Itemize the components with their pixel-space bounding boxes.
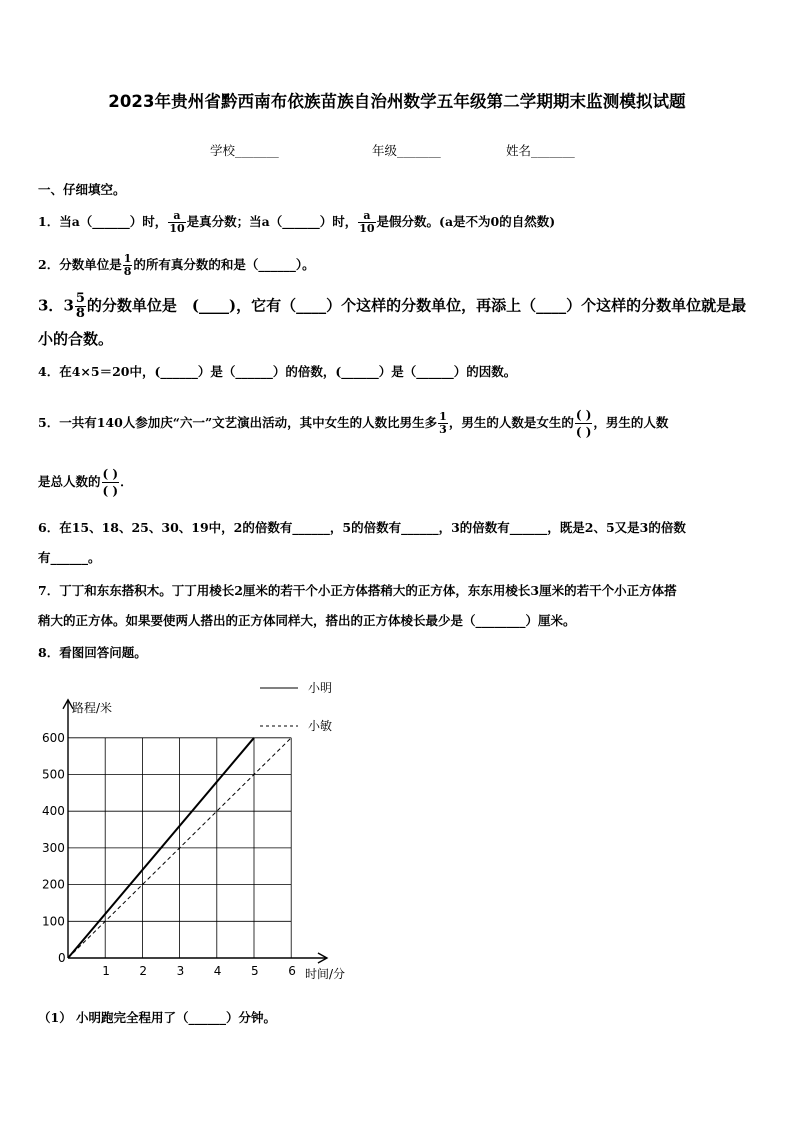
name-field[interactable]: 姓名_______ <box>506 143 575 158</box>
legend-label-2: 小敏 <box>308 719 333 733</box>
question-8-sub1: （1） 小明跑完全程用了（______）分钟。 <box>38 1010 277 1025</box>
section-heading: 一、仔细填空。 <box>38 182 126 197</box>
legend-label-1: 小明 <box>308 681 333 695</box>
question-8: 8．看图回答问题。 <box>38 645 147 660</box>
y-axis-label: 路程/米 <box>72 700 113 715</box>
chart-axes <box>63 700 327 963</box>
fraction-1-over-3 <box>438 411 448 436</box>
question-6: 6．在15、18、25、30、19中，2的倍数有______，5的倍数有______，3的倍数有______，既是2、5又是3的倍数 <box>38 520 686 535</box>
q2-part1: 2．分数单位是 <box>38 257 122 272</box>
q2-part2: 的所有真分数的和是（______）。 <box>133 257 315 272</box>
question-7: 7．丁丁和东东搭积木。丁丁用棱长2厘米的若干个小正方体搭稍大的正方体，东东用棱长3厘米的若干个小正方体搭 <box>38 583 677 598</box>
q1-part1: 1．当a（______）时， <box>38 214 168 229</box>
x-tick-label: 4 <box>213 964 222 978</box>
q5-part5: ． <box>120 474 133 489</box>
y-tick-label: 300 <box>42 840 65 855</box>
q3-part2: 的分数单位是 (____)，它有（____）个这样的分数单位，再添上（____）个这样的分数单位就是最 <box>86 296 747 315</box>
question-5 <box>38 407 764 440</box>
x-axis-label: 时间/分 <box>304 967 346 981</box>
y-tick-label: 500 <box>42 767 65 782</box>
fraction-a-over-10 <box>358 210 375 235</box>
fraction-numerator: ( ) <box>102 467 119 481</box>
fraction-1-over-8 <box>123 253 133 278</box>
answer-fraction-blank[interactable] <box>575 407 593 440</box>
y-tick-label: 100 <box>42 914 65 929</box>
q3-part1: 3． <box>38 296 64 315</box>
q5-part4: 是总人数的 <box>38 474 101 489</box>
y-tick-label: 600 <box>42 730 65 745</box>
grade-field[interactable]: 年级_______ <box>372 143 441 158</box>
x-tick-label: 2 <box>139 964 148 978</box>
question-1 <box>38 210 764 235</box>
fraction-numerator: ( ) <box>575 408 592 422</box>
q5-part3: ，男生的人数 <box>593 415 669 430</box>
origin-label: 0 <box>58 951 66 965</box>
question-6-cont: 有______。 <box>38 550 101 565</box>
fraction-denominator: ( ) <box>575 425 592 439</box>
fraction-a-over-10 <box>168 210 185 235</box>
fraction-numerator: 1 <box>439 410 447 423</box>
fraction-5-over-8 <box>75 292 86 321</box>
x-tick-label: 3 <box>176 964 185 978</box>
question-7-cont: 稍大的正方体。如果要使两人搭出的正方体同样大，搭出的正方体棱长最少是（________）厘米。 <box>38 613 576 628</box>
q1-part3: 是假分数。(a是不为0的自然数) <box>376 214 556 229</box>
y-tick-label: 400 <box>42 804 65 819</box>
q5-part1: 5．一共有140人参加庆“六一”文艺演出活动，其中女生的人数比男生多 <box>38 415 438 430</box>
y-tick-label: 200 <box>42 877 65 892</box>
q5-part2: ，男生的人数是女生的 <box>448 415 574 430</box>
fraction-numerator: a <box>358 210 375 223</box>
question-5-cont <box>38 466 764 499</box>
answer-fraction-blank[interactable] <box>102 466 120 499</box>
fraction-numerator: 5 <box>75 291 85 306</box>
page-title: 2023年贵州省黔西南布依族苗族自治州数学五年级第二学期期末监测模拟试题 <box>108 92 686 111</box>
x-tick-label: 5 <box>251 964 259 978</box>
mixed-number-whole: 3 <box>63 296 74 315</box>
question-3 <box>38 292 764 321</box>
fraction-denominator: 8 <box>75 306 85 321</box>
question-2 <box>38 253 764 278</box>
fraction-denominator: 10 <box>359 222 375 235</box>
fraction-numerator: 1 <box>123 252 132 265</box>
q1-part2: 是真分数；当a（______）时， <box>186 214 358 229</box>
fraction-denominator: 3 <box>439 423 447 436</box>
fraction-denominator: 10 <box>169 222 185 235</box>
fraction-denominator: 8 <box>123 265 132 278</box>
x-tick-label: 6 <box>288 964 296 978</box>
question-4: 4．在4×5＝20中，(______）是（______）的倍数，(______）是（______）的因数。 <box>38 364 517 379</box>
fraction-denominator: ( ) <box>102 484 119 498</box>
distance-time-chart <box>30 672 410 1002</box>
fraction-numerator: a <box>168 210 185 223</box>
x-tick-label: 1 <box>102 964 110 978</box>
school-field[interactable]: 学校_______ <box>210 143 279 158</box>
question-3-cont: 小的合数。 <box>38 330 114 348</box>
